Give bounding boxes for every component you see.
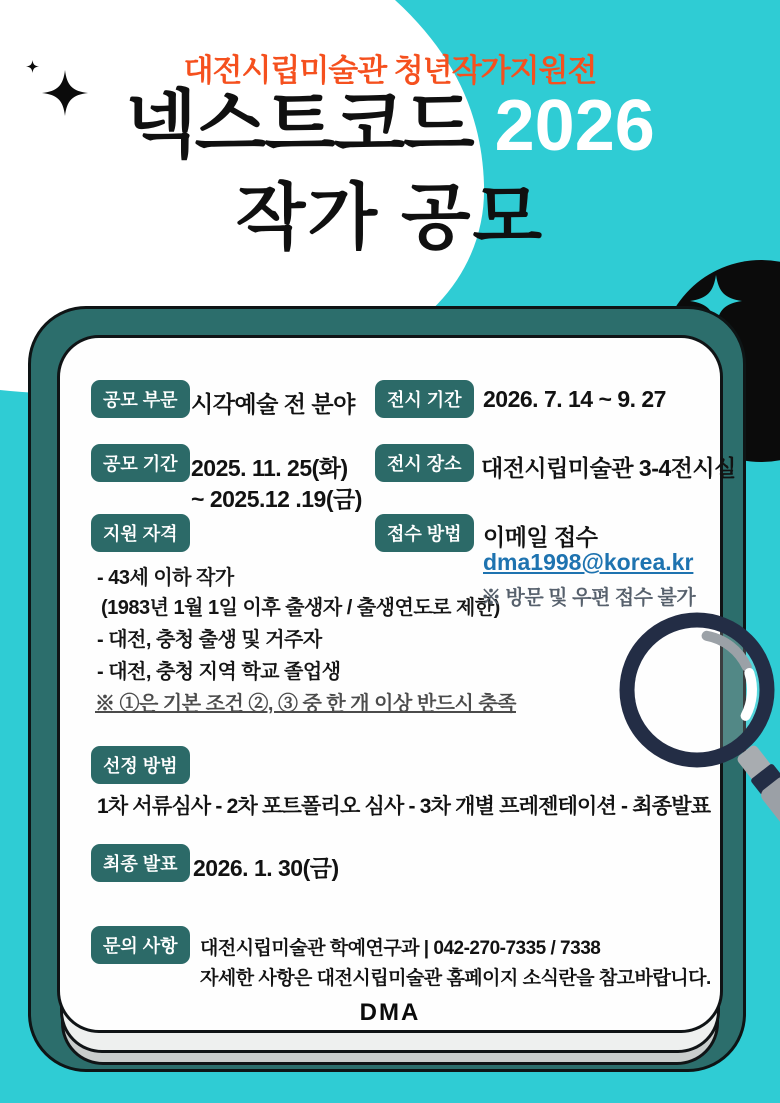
application-note: ※ 방문 및 우편 접수 불가 <box>481 587 696 609</box>
application-method: 이메일 접수 <box>483 524 598 550</box>
poster-subtitle: 대전시립미술관 청년작가지원전 <box>183 53 597 88</box>
label-badge-venue: 전시 장소 <box>375 444 474 482</box>
label-badge-selection: 선정 방범 <box>91 746 190 784</box>
magnifier-icon <box>590 575 780 853</box>
apply-period-value-line2: ~ 2025.12 .19(금) <box>191 486 362 512</box>
title-year: 2026 <box>494 86 655 166</box>
eligibility-item: - 대전, 충청 출생 및 거주자 <box>97 629 322 651</box>
final-value: 2026. 1. 30(금) <box>193 855 339 881</box>
selection-process: 1차 서류심사 - 2차 포트폴리오 심사 - 3차 개별 프레젠테이션 - 최종발표 <box>97 795 711 818</box>
venue-value: 대전시립미술관 3-4전시실 <box>481 455 736 481</box>
field-value: 시각예술 전 분야 <box>191 391 355 417</box>
eligibility-item: - 43세 이하 작가 <box>97 567 234 589</box>
title-main: 넥스트코드 <box>125 83 473 166</box>
label-badge-contact: 문의 사항 <box>91 926 190 964</box>
label-badge-final: 최종 발표 <box>91 844 190 882</box>
label-badge-exhibit-period: 전시 기간 <box>375 380 474 418</box>
poster-title-line1 <box>0 83 780 166</box>
eligibility-item: - 대전, 충청 지역 학교 졸업생 <box>97 661 341 683</box>
label-badge-eligibility: 지원 자격 <box>91 514 190 552</box>
label-badge-field: 공모 부문 <box>91 380 190 418</box>
label-badge-apply-period: 공모 기간 <box>91 444 190 482</box>
application-email-link[interactable]: dma1998@korea.kr <box>483 549 694 575</box>
eligibility-item: (1983년 1월 1일 이후 출생자 / 출생연도로 제한) <box>101 597 500 619</box>
label-badge-application: 접수 방법 <box>375 514 474 552</box>
eligibility-note: ※ ①은 기본 조건 ②, ③ 중 한 개 이상 반드시 충족 <box>95 693 516 715</box>
contact-line2: 자세한 사항은 대전시립미술관 홈페이지 소식란을 참고바랍니다. <box>200 968 711 989</box>
contact-line1: 대전시립미술관 학예연구과 | 042-270-7335 / 7338 <box>200 938 601 959</box>
dma-logo: DMA <box>359 999 421 1026</box>
apply-period-value-line1: 2025. 11. 25(화) <box>191 455 348 481</box>
exhibit-period-value: 2026. 7. 14 ~ 9. 27 <box>483 386 666 412</box>
poster-title-line2: 작가 공모 <box>235 178 545 258</box>
